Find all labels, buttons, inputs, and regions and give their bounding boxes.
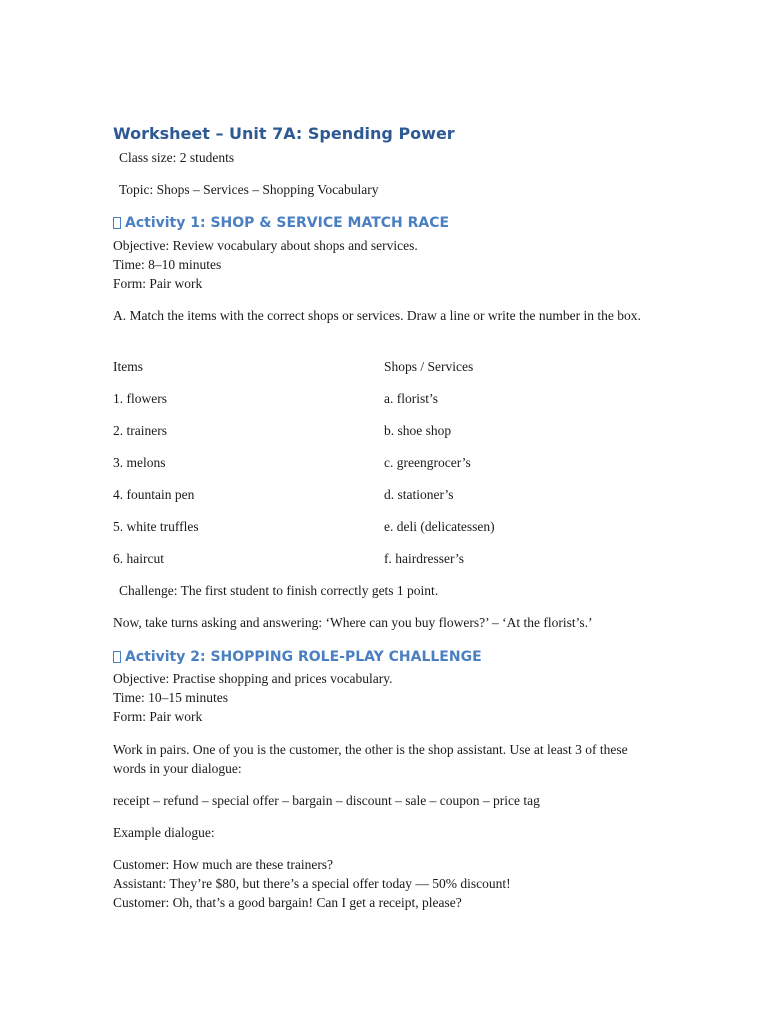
activity2-form: Form: Pair work: [113, 709, 203, 724]
activity2-objective: Objective: Practise shopping and prices vocabulary.: [113, 671, 393, 686]
activity1-time: Time: 8–10 minutes: [113, 257, 222, 272]
activity2-time: Time: 10–15 minutes: [113, 690, 229, 705]
column-header-shops: Shops / Services: [384, 359, 474, 374]
activity2-heading: [113, 649, 482, 665]
match-shop: f. hairdresser’s: [384, 551, 464, 566]
activity1-heading: [113, 215, 449, 231]
activity1-instruction: A. Match the items with the correct shops or services. Draw a line or write the number in the box.: [113, 308, 641, 323]
match-item: 6. haircut: [113, 551, 164, 566]
dialogue-line: Customer: How much are these trainers?: [113, 857, 334, 872]
dialogue-line: Customer: Oh, that’s a good bargain! Can I get a receipt, please?: [113, 895, 462, 910]
activity1-objective: Objective: Review vocabulary about shops and services.: [113, 238, 418, 253]
missing-glyph-icon: [113, 651, 121, 663]
dialogue-line: Assistant: They’re $80, but there’s a special offer today — 50% discount!: [113, 876, 511, 891]
activity2-heading-text: Activity 2: SHOPPING ROLE-PLAY CHALLENGE: [125, 649, 482, 665]
page-title: Worksheet – Unit 7A: Spending Power: [113, 124, 455, 143]
match-item: 2. trainers: [113, 423, 167, 438]
class-size: Class size: 2 students: [119, 150, 235, 165]
match-shop: a. florist’s: [384, 391, 438, 406]
match-shop: e. deli (delicatessen): [384, 519, 495, 534]
activity1-challenge: Challenge: The first student to finish correctly gets 1 point.: [119, 583, 439, 598]
activity1-followup: Now, take turns asking and answering: ‘Where can you buy flowers?’ – ‘At the florist’s.’: [113, 615, 593, 630]
activity2-word-list: receipt – refund – special offer – bargain – discount – sale – coupon – price tag: [113, 793, 540, 808]
match-shop: d. stationer’s: [384, 487, 454, 502]
column-header-items: Items: [113, 359, 143, 374]
example-dialogue-label: Example dialogue:: [113, 825, 215, 840]
activity2-instruction: Work in pairs. One of you is the customer, the other is the shop assistant. Use at least 3 of these words in your dialogue:: [113, 742, 628, 776]
match-shop: b. shoe shop: [384, 423, 452, 438]
match-shop: c. greengrocer’s: [384, 455, 471, 470]
activity1-heading-text: Activity 1: SHOP & SERVICE MATCH RACE: [125, 215, 450, 231]
match-item: 4. fountain pen: [113, 487, 195, 502]
missing-glyph-icon: [113, 217, 121, 229]
topic: Topic: Shops – Services – Shopping Vocabulary: [119, 182, 379, 197]
match-item: 5. white truffles: [113, 519, 199, 534]
match-item: 1. flowers: [113, 391, 167, 406]
match-item: 3. melons: [113, 455, 166, 470]
activity1-form: Form: Pair work: [113, 276, 203, 291]
